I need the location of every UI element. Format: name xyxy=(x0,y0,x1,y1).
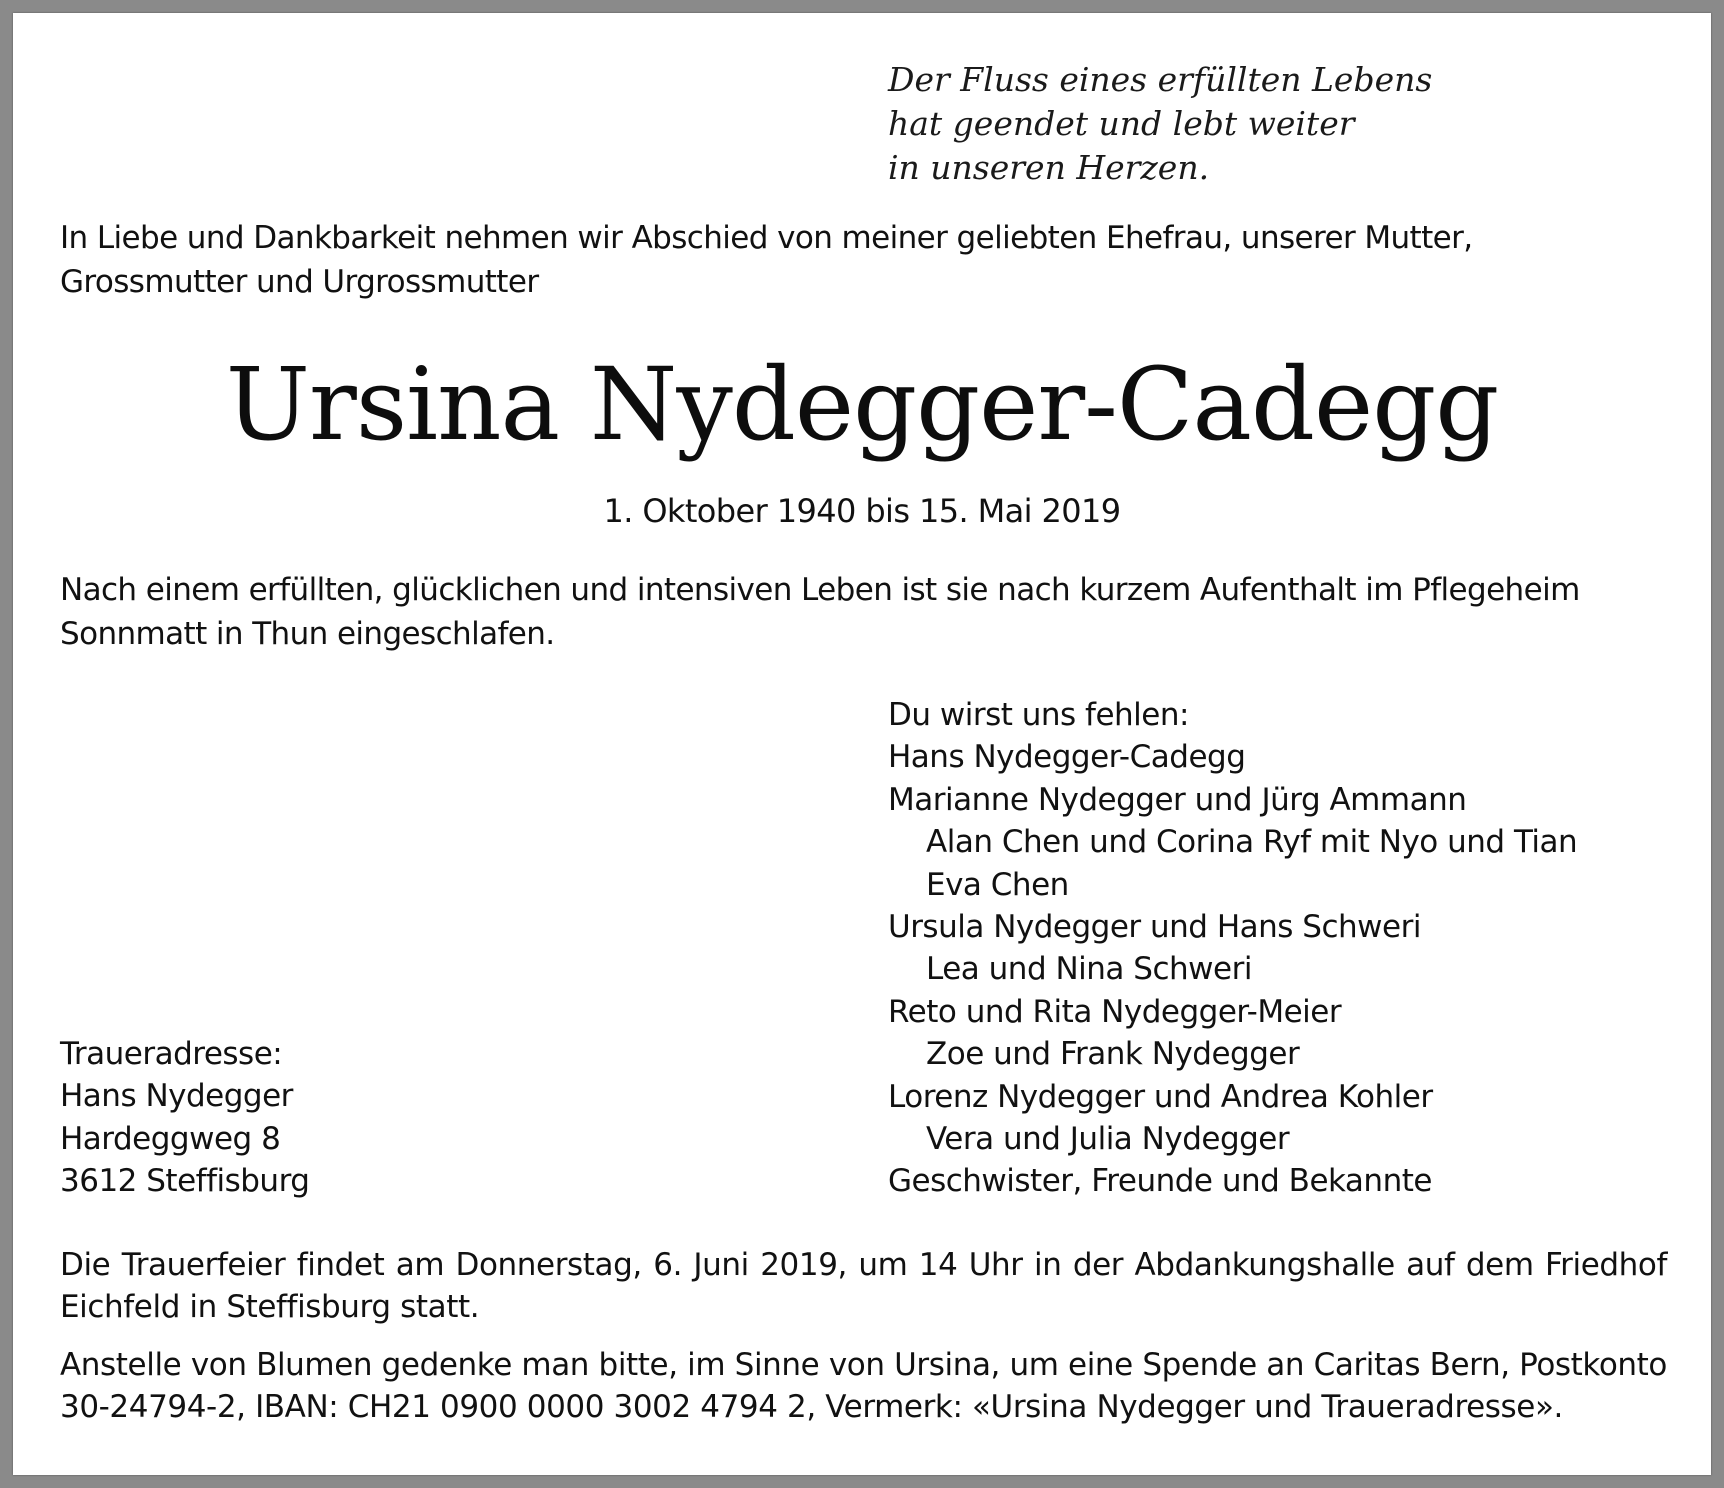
address-city: 3612 Steffisburg xyxy=(60,1163,310,1200)
deceased-name: Ursina Nydegger-Cadegg xyxy=(225,346,1499,463)
motto-line-1: Der Fluss eines erfüllten Lebens xyxy=(888,60,1433,99)
mourner-line: Lea und Nina Schweri xyxy=(926,951,1252,988)
motto-quote xyxy=(888,58,1432,190)
mourner-line: Reto und Rita Nydegger-Meier xyxy=(888,993,1342,1030)
mourners-heading: Du wirst uns fehlen: xyxy=(888,697,1189,733)
mourner-line: Alan Chen und Corina Ryf mit Nyo und Tian xyxy=(926,824,1578,861)
obituary-page xyxy=(13,13,1711,1475)
mourner-line: Geschwister, Freunde und Bekannte xyxy=(888,1163,1432,1200)
mourners-list xyxy=(888,694,1577,1203)
motto-line-3: in unseren Herzen. xyxy=(888,148,1210,187)
mourner-line: Hans Nydegger-Cadegg xyxy=(888,739,1246,776)
intro-paragraph: In Liebe und Dankbarkeit nehmen wir Abschied von meiner geliebten Ehefrau, unserer Mutter, Grossmutter und Urgrossmutter xyxy=(60,220,1473,300)
mourner-line: Marianne Nydegger und Jürg Ammann xyxy=(888,781,1467,818)
funeral-service-paragraph: Die Trauerfeier findet am Donnerstag, 6. Juni 2019, um 14 Uhr in der Abdankungshalle auf dem Friedhof Eichfeld in Steffisburg statt. xyxy=(60,1247,1667,1325)
mourning-address xyxy=(60,1033,309,1203)
motto-line-2: hat geendet und lebt weiter xyxy=(888,104,1355,143)
death-notice-paragraph: Nach einem erfüllten, glücklichen und intensiven Leben ist sie nach kurzem Aufenthalt im Pflegeheim Sonnmatt in Thun eingeschlafen. xyxy=(60,572,1580,652)
address-heading: Traueradresse: xyxy=(60,1036,283,1072)
mourner-line: Lorenz Nydegger und Andrea Kohler xyxy=(888,1078,1433,1115)
life-dates: 1. Oktober 1940 bis 15. Mai 2019 xyxy=(603,492,1121,530)
mourner-line: Vera und Julia Nydegger xyxy=(926,1121,1290,1158)
address-name: Hans Nydegger xyxy=(60,1078,293,1115)
mourner-line: Zoe und Frank Nydegger xyxy=(926,1036,1300,1073)
donation-paragraph: Anstelle von Blumen gedenke man bitte, im Sinne von Ursina, um eine Spende an Caritas Bern, Postkonto 30-24794-2, IBAN: CH21 0900 0000 3002 4794 2, Vermerk: «Ursina Nydegger und Traueradresse». xyxy=(60,1347,1667,1425)
address-street: Hardeggweg 8 xyxy=(60,1120,281,1157)
mourner-line: Eva Chen xyxy=(926,866,1069,903)
mourner-line: Ursula Nydegger und Hans Schweri xyxy=(888,909,1421,946)
